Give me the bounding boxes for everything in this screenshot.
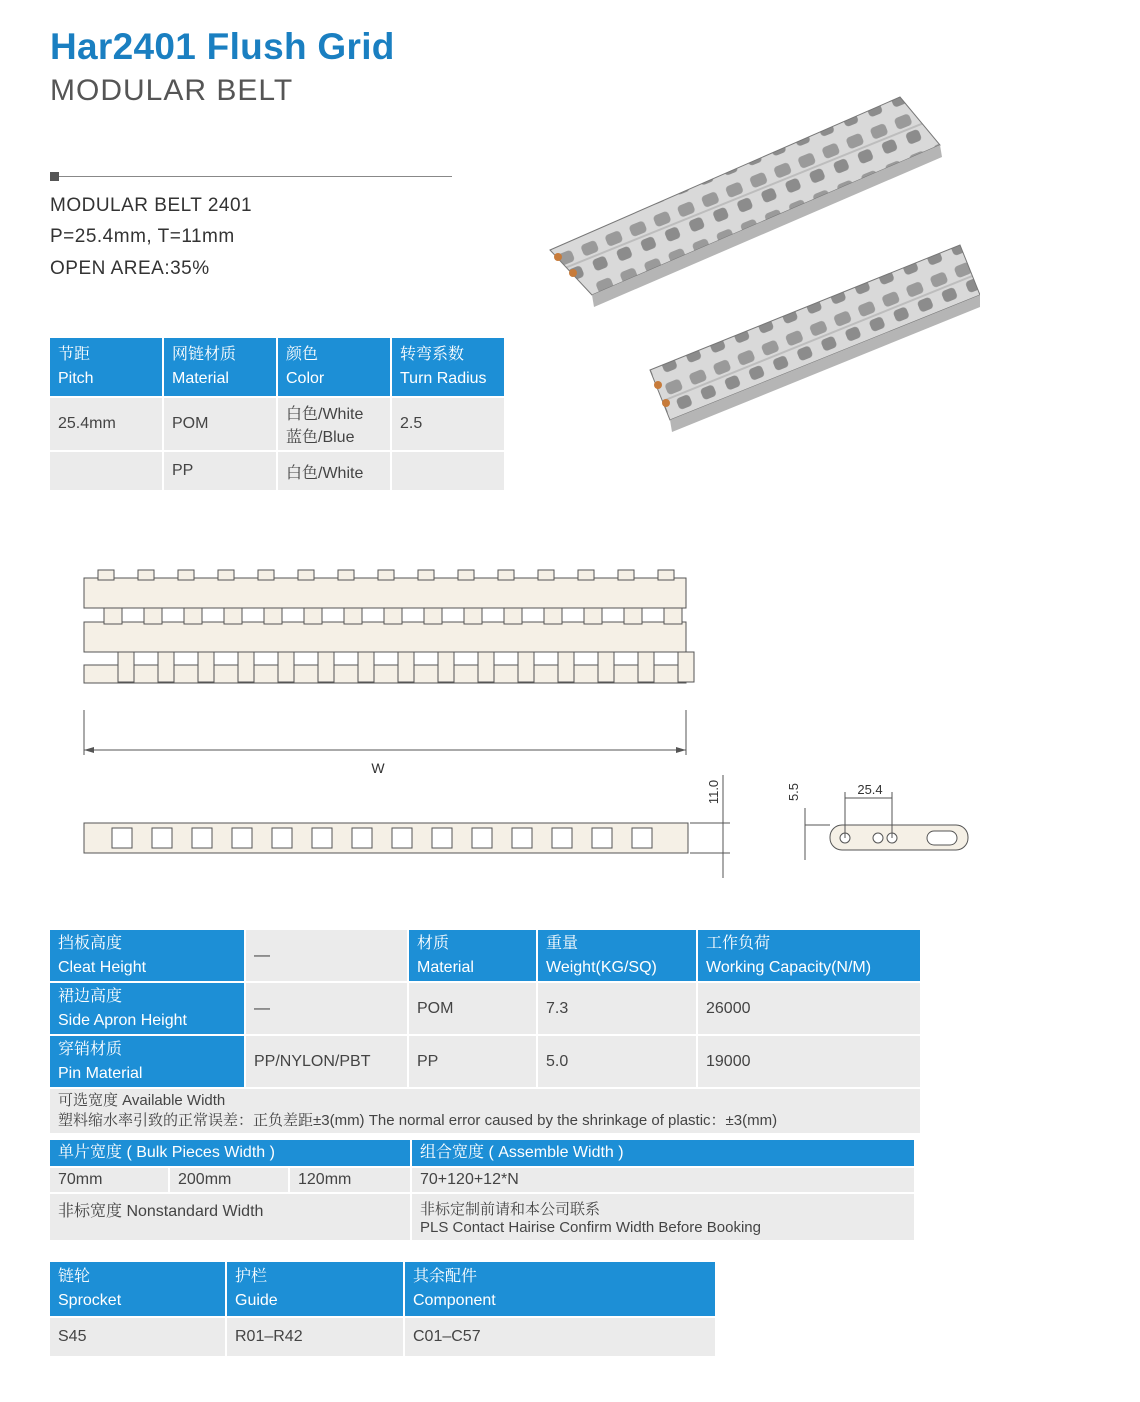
side-link-cell <box>512 828 532 848</box>
cell-radius <box>392 452 504 490</box>
width-label: W <box>371 760 385 776</box>
width-table <box>48 1138 916 1242</box>
belt-link-tooth <box>304 608 322 624</box>
belt-link-tooth <box>118 652 134 682</box>
belt-link-tooth <box>664 608 682 624</box>
belt-link-tooth <box>318 652 334 682</box>
side-link-cell <box>312 828 332 848</box>
belt-link-tooth <box>618 570 634 580</box>
side-link-cell <box>192 828 212 848</box>
cell-color: 白色/White <box>278 452 390 490</box>
belt-link-tooth <box>384 608 402 624</box>
belt-link-tooth <box>398 652 414 682</box>
belt-link-tooth <box>104 608 122 624</box>
th-working-capacity: 工作负荷 Working Capacity(N/M) <box>698 930 920 981</box>
belt-link-tooth <box>478 652 494 682</box>
side-link-cell <box>432 828 452 848</box>
bulk-width-2: 200mm <box>170 1168 288 1192</box>
side-link-cell <box>152 828 172 848</box>
nonstandard-width: 非标宽度 Nonstandard Width <box>50 1194 410 1240</box>
belt-link-tooth <box>238 652 254 682</box>
th-pin-material: 穿销材质 Pin Material <box>50 1036 244 1087</box>
belt-link-tooth <box>458 570 474 580</box>
spec-model: MODULAR BELT 2401 <box>50 195 253 216</box>
side-link-cell <box>232 828 252 848</box>
spec-open-area: OPEN AREA:35% <box>50 258 210 279</box>
belt-side-view <box>84 823 688 853</box>
belt-link-tooth <box>464 608 482 624</box>
belt-link-tooth <box>258 570 274 580</box>
side-link-cell <box>272 828 292 848</box>
belt-lower <box>650 245 980 432</box>
cell-pin-material: PP/NYLON/PBT <box>246 1036 407 1087</box>
belt-link-tooth <box>498 570 514 580</box>
cell-side-apron: — <box>246 983 407 1034</box>
belt-link-tooth <box>438 652 454 682</box>
belt-top-view <box>84 570 694 683</box>
side-link-cell <box>472 828 492 848</box>
side-link-cell <box>552 828 572 848</box>
detail-spec-table <box>48 928 922 1135</box>
belt-link-tooth <box>504 608 522 624</box>
belt-link-tooth <box>198 652 214 682</box>
belt-link-tooth <box>538 570 554 580</box>
belt-link-tooth <box>378 570 394 580</box>
cell-component: C01–C57 <box>405 1318 715 1356</box>
page-title: Har2401 Flush Grid <box>50 26 395 67</box>
pitch-dimension-label: 25.4 <box>857 782 883 797</box>
th-component: 其余配件 Component <box>405 1262 715 1316</box>
belt-link-tooth <box>338 570 354 580</box>
belt-link-tooth <box>98 570 114 580</box>
cell-pitch <box>50 452 162 490</box>
divider <box>50 176 452 177</box>
belt-link-tooth <box>658 570 674 580</box>
cell-material: POM <box>164 398 276 450</box>
cell-pitch: 25.4mm <box>50 398 162 450</box>
belt-link-tooth <box>418 570 434 580</box>
th-turn-radius: 转弯系数 Turn Radius <box>392 338 504 396</box>
belt-link-tooth <box>578 570 594 580</box>
page-subtitle: MODULAR BELT <box>50 74 294 107</box>
belt-link-tooth <box>344 608 362 624</box>
th-bulk-width: 单片宽度 ( Bulk Pieces Width ) <box>50 1140 410 1166</box>
half-thickness-label: 5.5 <box>786 782 801 802</box>
cell-cleat-height: — <box>246 930 407 981</box>
cell-material: POM <box>409 983 536 1034</box>
belt-link-tooth <box>278 652 294 682</box>
belt-link-tooth <box>218 570 234 580</box>
assemble-width-value: 70+120+12*N <box>412 1168 914 1192</box>
cell-material: PP <box>164 452 276 490</box>
cell-capacity: 19000 <box>698 1036 920 1087</box>
side-link-cell <box>632 828 652 848</box>
th-cleat-height: 挡板高度 Cleat Height <box>50 930 244 981</box>
th-weight: 重量 Weight(KG/SQ) <box>538 930 696 981</box>
belt-link-tooth <box>598 652 614 682</box>
available-width-note: 可选宽度 Available Width 塑料缩水率引致的正常误差：正负差距±3(mm) The normal error caused by the shrinkage of plastic：±3(mm) <box>50 1089 920 1133</box>
side-link-cell <box>112 828 132 848</box>
belt-link-tooth <box>638 652 654 682</box>
cell-material: PP <box>409 1036 536 1087</box>
spec-pitch-thickness: P=25.4mm, T=11mm <box>50 226 235 247</box>
belt-link-tooth <box>678 652 694 682</box>
belt-link-tooth <box>358 652 374 682</box>
cell-capacity: 26000 <box>698 983 920 1034</box>
belt-link-tooth <box>424 608 442 624</box>
side-link-cell <box>352 828 372 848</box>
thickness-label: 11.0 <box>706 779 721 805</box>
belt-link-tooth <box>184 608 202 624</box>
belt-link-profile <box>830 825 968 850</box>
th-guide: 护栏 Guide <box>227 1262 403 1316</box>
belt-link-tooth <box>224 608 242 624</box>
th-material: 网链材质 Material <box>164 338 276 396</box>
belt-link-tooth <box>138 570 154 580</box>
belt-3d-illustration <box>540 85 980 465</box>
accessory-table <box>48 1260 717 1358</box>
bulk-width-3: 120mm <box>290 1168 410 1192</box>
belt-link-tooth <box>158 652 174 682</box>
cell-radius: 2.5 <box>392 398 504 450</box>
belt-link-tooth <box>178 570 194 580</box>
basic-spec-table <box>48 336 506 492</box>
belt-link-tooth <box>558 652 574 682</box>
belt-link-tooth <box>298 570 314 580</box>
belt-link-tooth <box>518 652 534 682</box>
contact-note: 非标定制前请和本公司联系 PLS Contact Hairise Confirm Width Before Booking <box>412 1194 914 1240</box>
cell-weight: 7.3 <box>538 983 696 1034</box>
cell-color: 白色/White 蓝色/Blue <box>278 398 390 450</box>
belt-link-tooth <box>584 608 602 624</box>
th-sprocket: 链轮 Sprocket <box>50 1262 225 1316</box>
th-side-apron: 裙边高度 Side Apron Height <box>50 983 244 1034</box>
th-color: 颜色 Color <box>278 338 390 396</box>
belt-link-tooth <box>264 608 282 624</box>
belt-technical-drawing <box>70 560 990 890</box>
bulk-width-1: 70mm <box>50 1168 168 1192</box>
th-material: 材质 Material <box>409 930 536 981</box>
side-link-cell <box>392 828 412 848</box>
th-pitch: 节距 Pitch <box>50 338 162 396</box>
divider-marker <box>50 172 59 181</box>
side-link-cell <box>592 828 612 848</box>
belt-link-tooth <box>144 608 162 624</box>
th-assemble-width: 组合宽度 ( Assemble Width ) <box>412 1140 914 1166</box>
cell-guide: R01–R42 <box>227 1318 403 1356</box>
cell-sprocket: S45 <box>50 1318 225 1356</box>
cell-weight: 5.0 <box>538 1036 696 1087</box>
belt-link-tooth <box>624 608 642 624</box>
belt-link-tooth <box>544 608 562 624</box>
